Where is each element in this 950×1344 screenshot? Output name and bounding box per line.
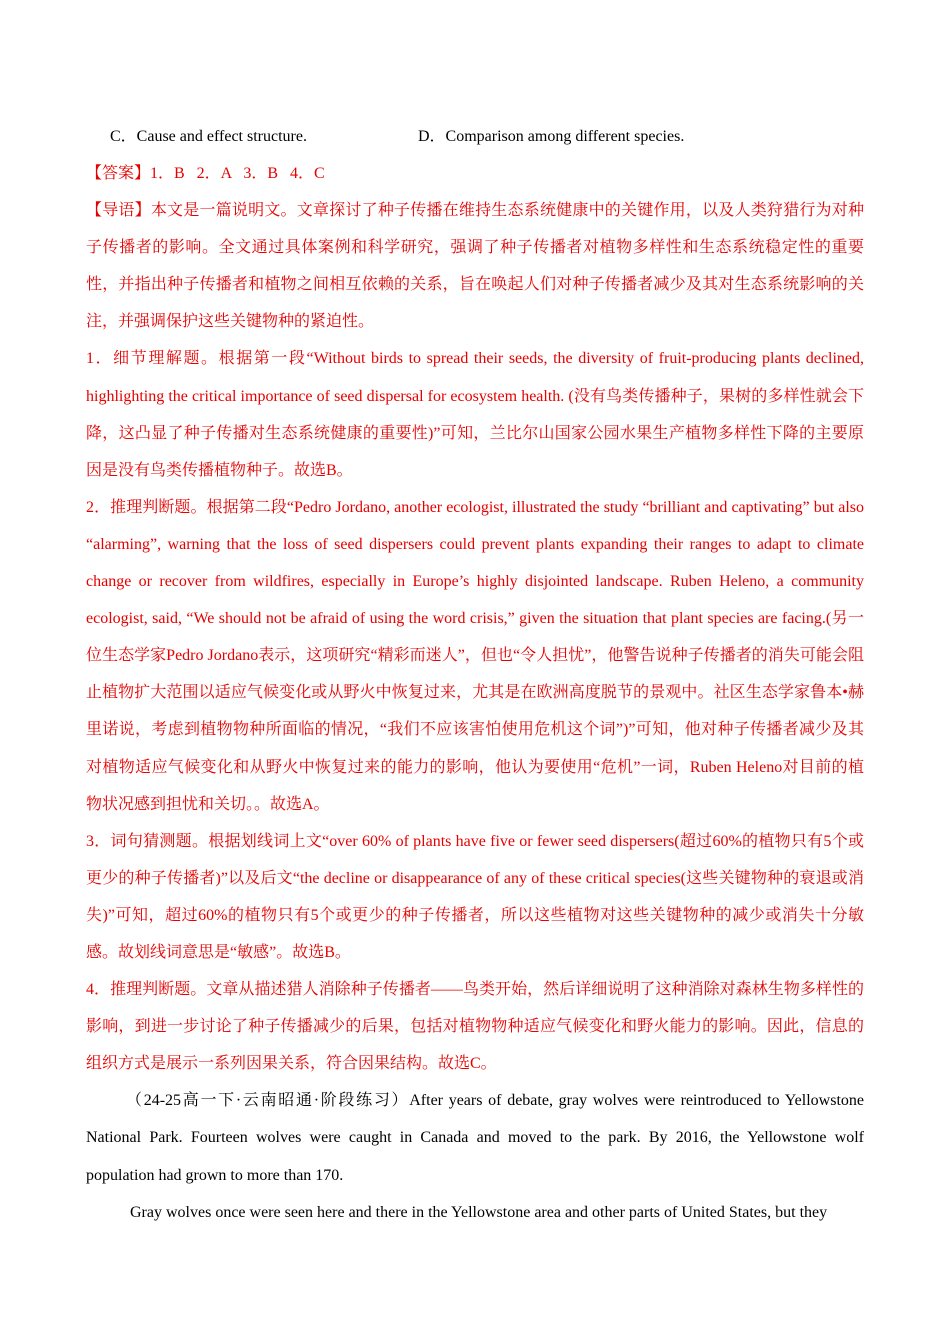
answer-options-row — [86, 118, 864, 155]
option-c: C．Cause and effect structure. — [110, 128, 307, 145]
explanation-2: 2．推理判断题。根据第二段“Pedro Jordano, another ecologist, illustrated the study “brilliant and captivating” but also “alarming”, warning that the loss of seed dispersers could prevent plants expanding their ranges to adapt to climate change or recover from wildfires, especially in Europe’s highly disjointed landscape. Ruben Heleno, a community ecologist, said, “We should not be afraid of using the word crisis,” given the situation that plant species are facing.(另一位生态学家Pedro Jordano表示，这项研究“精彩而迷人”，但也“令人担忧”，他警告说种子传播者的消失可能会阻止植物扩大范围以适应气候变化或从野火中恢复过来，尤其是在欧洲高度脱节的景观中。社区生态学家鲁本•赫里诺说，考虑到植物物种所面临的情况，“我们不应该害怕使用危机这个词”)”可知，他对种子传播者减少及其对植物适应气候变化和从野火中恢复过来的能力的影响，他认为要使用“危机”一词，Ruben Heleno对目前的植物状况感到担忧和关切。。故选A。 — [86, 498, 864, 813]
option-d: D．Comparison among different species. — [418, 128, 685, 145]
guide-paragraph: 【导语】本文是一篇说明文。文章探讨了种子传播在维持生态系统健康中的关键作用，以及人类狩猎行为对种子传播者的影响。全文通过具体案例和科学研究，强调了种子传播者对植物多样性和生态系统稳定性的重要性，并指出种子传播者和植物之间相互依赖的关系，旨在唤起人们对种子传播者减少及其对生态系统影响的关注，并强调保护这些关键物种的紧迫性。 — [86, 202, 864, 331]
explanation-1: 1．细节理解题。根据第一段“Without birds to spread their seeds, the diversity of fruit-producing plants declined, highlighting the critical importance of seed dispersal for ecosystem health. (没有鸟类传播种子，果树的多样性就会下降，这凸显了种子传播对生态系统健康的重要性)”可知，兰比尔山国家公园水果生产植物多样性下降的主要原因是没有鸟类传播植物种子。故选B。 — [86, 350, 864, 479]
passage-paragraph-2: Gray wolves once were seen here and there in the Yellowstone area and other parts of United States, but they — [130, 1203, 828, 1221]
passage-paragraph-1: （24-25高一下·云南昭通·阶段练习）After years of debate, gray wolves were reintroduced to Yellowstone National Park. Fourteen wolves were caught in Canada and moved to the park. By 2016, the Yellowstone wolf population had grown to more than 170. — [86, 1092, 864, 1184]
explanation-4: 4．推理判断题。文章从描述猎人消除种子传播者——鸟类开始，然后详细说明了这种消除对森林生物多样性的影响，到进一步讨论了种子传播减少的后果，包括对植物物种适应气候变化和野火能力的影响。因此，信息的组织方式是展示一系列因果关系，符合因果结构。故选C。 — [86, 981, 864, 1073]
explanation-3: 3．词句猜测题。根据划线词上文“over 60% of plants have five or fewer seed dispersers(超过60%的植物只有5个或更少的种子传播者)”以及后文“the decline or disappearance of any of these critical species(这些关键物种的衰退或消失)”可知，超过60%的植物只有5个或更少的种子传播者，所以这些植物对这些关键物种的减少或消失十分敏感。故划线词意思是“敏感”。故选B。 — [86, 832, 864, 961]
answer-key: 【答案】1．B 2．A 3．B 4．C — [86, 165, 325, 182]
document-page — [86, 118, 864, 1231]
